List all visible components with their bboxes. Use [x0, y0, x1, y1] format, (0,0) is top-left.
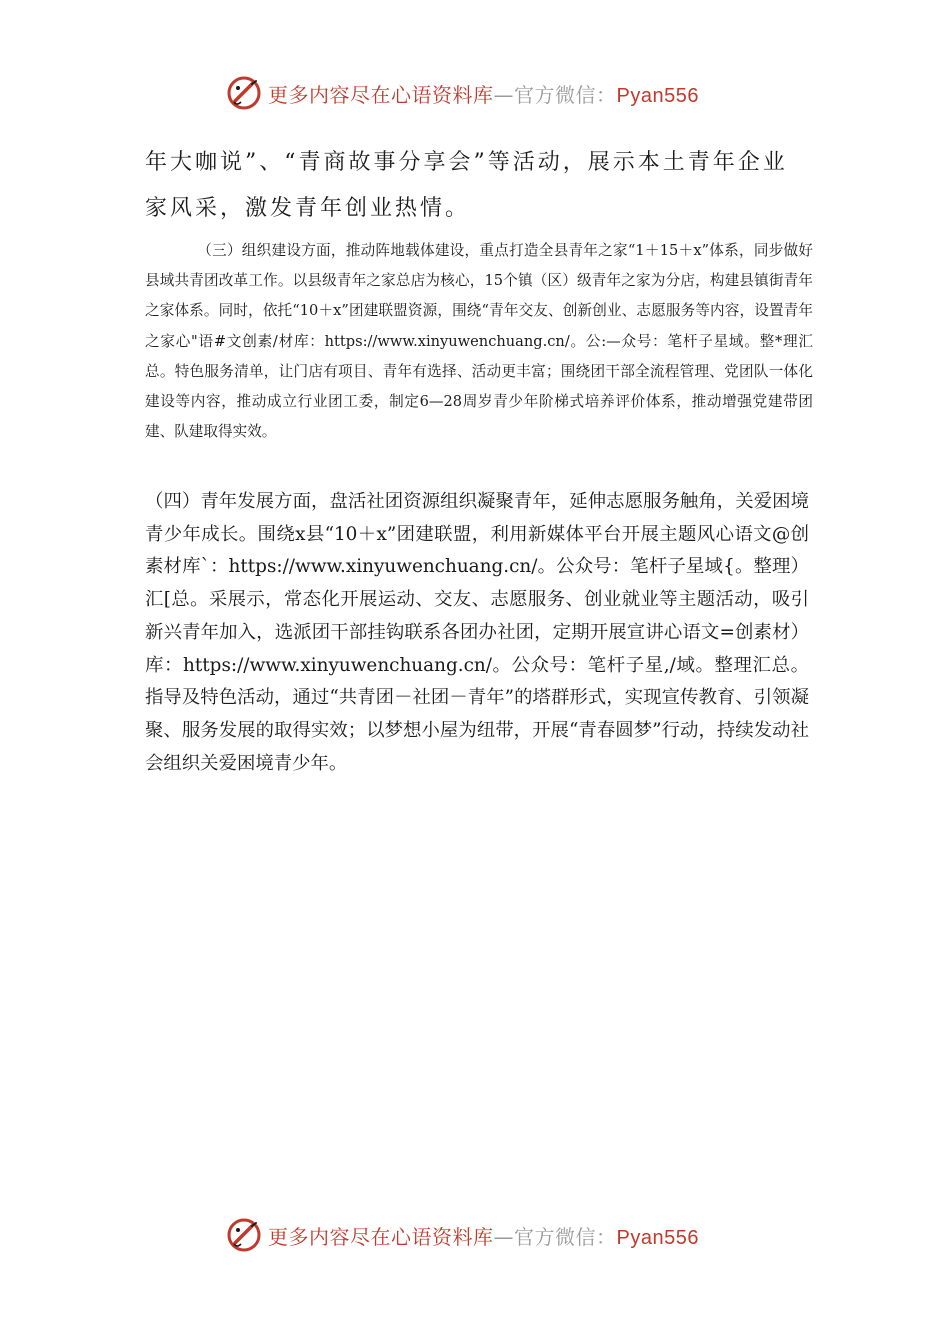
header-banner-text	[268, 79, 699, 108]
header-wechat-id: Pyan556	[616, 84, 699, 107]
footer-separator: —	[493, 1224, 514, 1249]
footer-banner-text	[268, 1221, 699, 1250]
header-banner	[226, 73, 746, 113]
header-main-text: 更多内容尽在心语资料库	[268, 82, 494, 107]
paragraph-section-3-text: （三）组织建设方面，推动阵地载体建设，重点打造全县青年之家“1＋15＋x”体系，同步做好县域共青团改革工作。以县级青年之家总店为核心，15个镇（区）级青年之家为分店，构建县镇街青年之家体系。同时，依托“10＋x”团建联盟资源，围绕“青年交友、创新创业、志愿服务等内容，设置青年之家心"语#文创素/材库：https://www.xinyuwenchuang.cn/。公:—众号：笔杆子星域。整*理汇总。特色服务清单，让门店有项目、青年有选择、活动更丰富；围绕团干部全流程管理、党团队一体化建设等内容，推动成立行业团工委，制定6—28周岁青少年阶梯式培养评价体系，推动增强党建带团建、队建取得实效。	[145, 242, 813, 441]
header-label: 官方微信：	[514, 82, 617, 107]
footer-banner	[226, 1215, 746, 1255]
footer-main-text: 更多内容尽在心语资料库	[268, 1224, 494, 1249]
footer-label: 官方微信：	[514, 1224, 617, 1249]
pen-logo-icon	[226, 1217, 262, 1253]
pen-logo-icon	[226, 75, 262, 111]
footer-wechat-id: Pyan556	[616, 1226, 699, 1249]
paragraph-continuation: 年大咖说”、“青商故事分享会”等活动，展示本土青年企业家风采，激发青年创业热情。	[145, 150, 788, 221]
paragraph-section-4: （四）青年发展方面，盘活社团资源组织凝聚青年，延伸志愿服务触角，关爱困境青少年成长。围绕x县“10＋x”团建联盟，利用新媒体平台开展主题风心语文@创素材库`：https://www.xinyuwenchuang.cn/。公众号：笔杆子星域{。整理）汇[总。采展示，常态化开展运动、交友、志愿服务、创业就业等主题活动，吸引新兴青年加入，选派团干部挂钩联系各团办社团，定期开展宣讲心语文=创素材）库：https://www.xinyuwenchuang.cn/。公众号：笔杆子星,/域。整理汇总。指导及特色活动，通过“共青团－社团－青年”的塔群形式，实现宣传教育、引领凝聚、服务发展的取得实效；以梦想小屋为纽带，开展“青春圆梦”行动，持续发动社会组织关爱困境青少年。	[145, 491, 809, 774]
paragraph-section-3	[145, 236, 813, 447]
header-separator: —	[493, 82, 514, 107]
